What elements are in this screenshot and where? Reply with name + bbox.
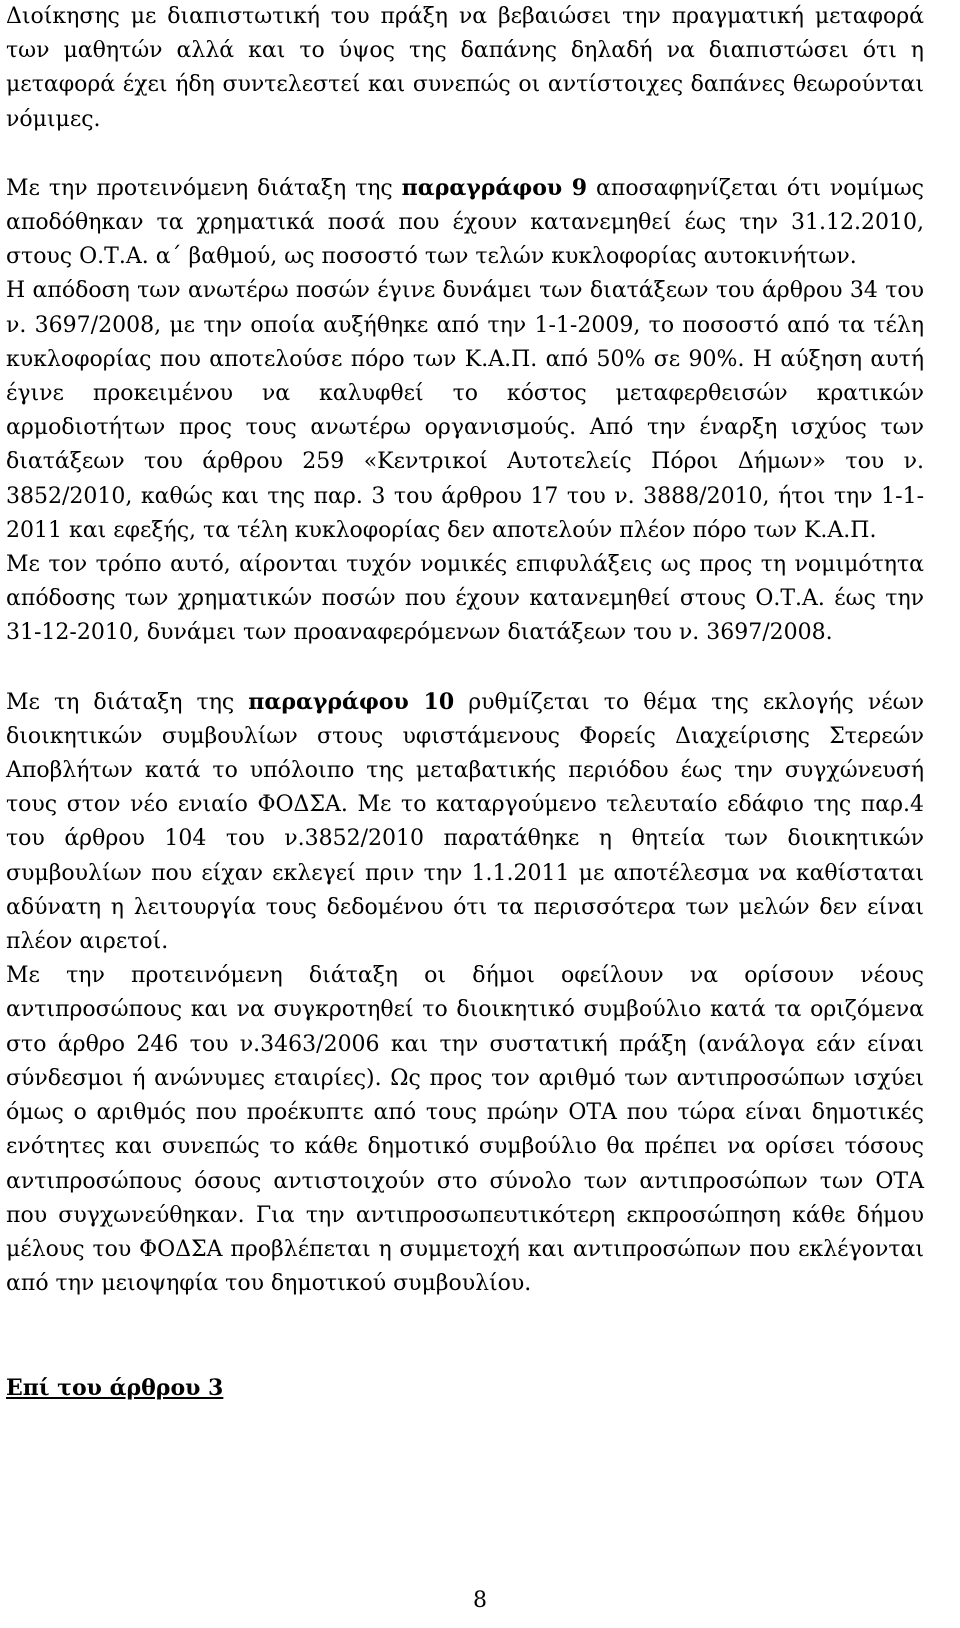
spacer	[6, 651, 924, 685]
paragraph-2-body: αποσαφηνίζεται ότι νομίμως αποδόθηκαν τα χρηματικά ποσά που έχουν κατανεμηθεί έως την 31.12.2010, στους Ο.Τ.Α. α΄ βαθμού, ως ποσοστό των τελών κυκλοφορίας αυτοκινήτων.	[6, 175, 924, 270]
page-number: 8	[473, 1588, 487, 1613]
paragraph-2-intro: Με την προτεινόμενη διάταξη της	[6, 175, 402, 201]
paragraph-4: Με τον τρόπο αυτό, αίρονται τυχόν νομικές επιφυλάξεις ως προς τη νομιμότητα απόδοσης των χρηματικών ποσών που έχουν κατανεμηθεί στους Ο.Τ.Α. έως την 31-12-2010, δυνάμει των προαναφερόμενων διατάξεων του ν. 3697/2008.	[6, 552, 924, 646]
paragraph-3: Η απόδοση των ανωτέρω ποσών έγινε δυνάμει των διατάξεων του άρθρου 34 του ν. 3697/2008, με την οποία αυξήθηκε από την 1-1-2009, το ποσοστό από τα τέλη κυκλοφορίας που αποτελούσε πόρο των Κ.Α.Π. από 50% σε 90%. Η αύξηση αυτή έγινε προκειμένου να καλυφθεί το κόστος μεταφερθεισών κρατικών αρμοδιοτήτων προς τους ανωτέρω οργανισμούς. Από την έναρξη ισχύος των διατάξεων του άρθρου 259 «Κεντρικοί Αυτοτελείς Πόροι Δήμων» του ν. 3852/2010, καθώς και της παρ. 3 του άρθρου 17 του ν. 3888/2010, ήτοι την 1-1-2011 και εφεξής, τα τέλη κυκλοφορίας δεν αποτελούν πλέον πόρο των Κ.Α.Π.	[6, 278, 924, 543]
paragraph-1: Διοίκησης με διαπιστωτική του πράξη να βεβαιώσει την πραγματική μεταφορά των μαθητών αλλά και το ύψος της δαπάνης δηλαδή να διαπιστώσει ότι η μεταφορά έχει ήδη συντελεστεί και συνεπώς οι αντίστοιχες δαπάνες θεωρούνται νόμιμες.	[6, 4, 924, 132]
spacer	[6, 1301, 924, 1371]
document-page	[6, 0, 924, 1405]
paragraph-5	[6, 685, 924, 960]
paragraph-5-intro: Με τη διάταξη της	[6, 689, 249, 715]
paragraph-2	[6, 171, 924, 275]
paragraph-6: Με την προτεινόμενη διάταξη οι δήμοι οφείλουν να ορίσουν νέους αντιπροσώπους και να συγκροτηθεί το διοικητικό συμβούλιο κατά τα οριζόμενα στο άρθρο 246 του ν.3463/2006 και την συστατική πράξη (ανάλογα εάν είναι σύνδεσμοι ή ανώνυμες εταιρίες). Ως προς τον αριθμό των αντιπροσώπων ισχύει όμως ο αριθμός που προέκυπτε από τους πρώην ΟΤΑ που τώρα είναι δημοτικές ενότητες και συνεπώς το κάθε δημοτικό συμβούλιο θα πρέπει να ορίσει τόσους αντιπροσώπους όσους αντιστοιχούν στο σύνολο των αντιπροσώπων των ΟΤΑ που συγχωνεύθηκαν. Για την αντιπροσωπευτικότερη εκπροσώπηση κάθε δήμου μέλους του ΦΟΔΣΑ προβλέπεται η συμμετοχή και αντιπροσώπων που εκλέγονται από την μειοψηφία του δημοτικού συμβουλίου.	[6, 963, 924, 1297]
paragraph-5-bold-ref: παραγράφου 10	[248, 688, 455, 715]
paragraph-5-body: ρυθμίζεται το θέμα της εκλογής νέων διοικητικών συμβουλίων στους υφιστάμενους Φορείς Διαχείρισης Στερεών Αποβλήτων κατά το υπόλοιπο της μεταβατικής περιόδου έως την συγχώνευσή τους στον νέο ενιαίο ΦΟΔΣΑ. Με το καταργούμενο τελευταίο εδάφιο της παρ.4 του άρθρου 104 του ν.3852/2010 παρατάθηκε η θητεία των διοικητικών συμβουλίων που είχαν εκλεγεί πριν την 1.1.2011 με αποτέλεσμα να καθίσταται αδύνατη η λειτουργία τους δεδομένου ότι τα περισσότερα των μελών δεν είναι πλέον αιρετοί.	[6, 689, 924, 955]
section-heading: Επί του άρθρου 3	[6, 1375, 224, 1402]
spacer	[6, 137, 924, 171]
paragraph-2-bold-ref: παραγράφου 9	[401, 174, 588, 201]
